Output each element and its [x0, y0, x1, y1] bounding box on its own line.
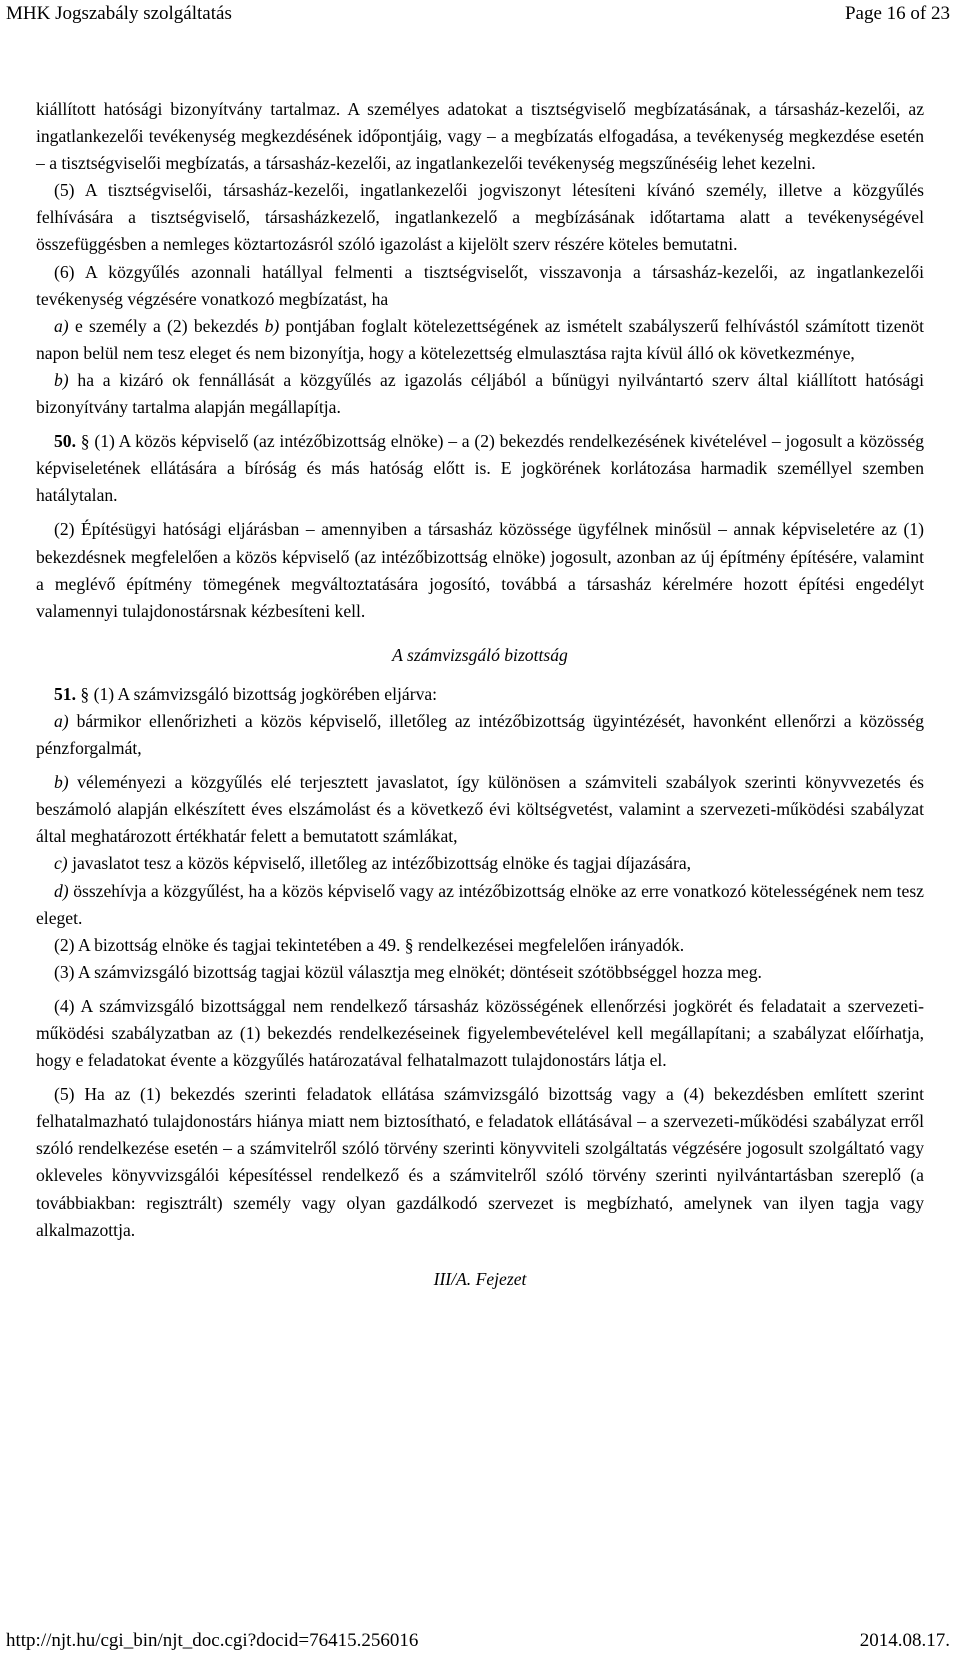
section-50-number: 50.: [54, 431, 76, 452]
s51-c-letter: c): [54, 853, 68, 874]
section-50-par-1: [36, 428, 924, 509]
s51-c-text: javaslatot tesz a közös képviselő, illetőleg az intézőbizottság elnöke és tagjai díjazására,: [67, 853, 692, 874]
chapter-heading: III/A. Fejezet: [433, 1268, 527, 1289]
paragraph-5: (5) A tisztségviselői, társasház-kezelői, ingatlankezelői jogviszonyt létesíteni kívánó személy, illetve a közgyűlés felhívására a tisztségviselő, társasházkezelő, ingatlankezelő a megbízásának időtartama alatt a tevékenységével összefüggésben a nemleges köztartozásról szóló igazolást a kijelölt szerv részére köteles bemutatni.: [36, 180, 924, 255]
section-51-par-4: (4) A számvizsgáló bizottsággal nem rendelkező társasház közösségének ellenőrzési jogkörét és feladatait a szervezeti-működési szabályzatban az (1) bekezdés rendelkezéseinek figyelembevételével kell megállapítani; a szabályzat előírhatja, hogy e feladatokat évente a közgyűlés határozatával felhatalmazott tulajdonostárs látja el.: [36, 995, 924, 1071]
point-a-letter: a): [54, 315, 69, 336]
s51-d-letter: d): [54, 880, 69, 901]
section-51-par-5: (5) Ha az (1) bekezdés szerinti feladatok ellátása számvizsgáló bizottság vagy a (4) bekezdésben említett szerint felhatalmazható tulajdonostárs hiánya miatt nem biztosítható, e feladatok ellátásával – a szervezeti-működési szabályzat erről szóló rendelkezése esetén – a számvitelről szóló törvény szerinti könyvviteli szolgáltatás végzésére jogosult szolgáltató vagy okleveles könyvvizsgálói képesítéssel rendelkező és a számvitelről szóló törvény szerinti nyilvántartásban szereplő (a továbbiakban: regisztrált) személy vagy olyan gazdálkodó szervezet is megbízható, amelynek van ilyen tagja vagy alkalmazottja.: [36, 1084, 924, 1240]
section-50-text: § (1) A közös képviselő (az intézőbizottság elnöke) – a (2) bekezdés rendelkezésének kivételével – jogosult a közösség képviseletének ellátására a bíróság és más hatóság előtt is. E jogkörének korlátozása harmadik személlyel szemben hatálytalan.: [36, 431, 924, 506]
footer-url: http://njt.hu/cgi_bin/njt_doc.cgi?docid=76415.256016: [6, 1630, 419, 1651]
section-51-par-3: (3) A számvizsgáló bizottság tagjai közül választja meg elnökét; döntéseit szótöbbséggel hozza meg.: [54, 961, 762, 982]
point-b-ref: b): [264, 315, 280, 336]
section-50-par-2: (2) Építésügyi hatósági eljárásban – amennyiben a társasház közössége ügyfélnek minősül – annak képviseletére az (1) bekezdésnek megfelelően a közös képviselő (az intézőbizottság elnöke) jogosult, azonban az új építmény építésére, valamint a meglévő építmény tömegének megváltoztatására jogosító, továbbá a társasház kérelmére hozott építési engedélyt valamennyi tulajdonostársnak kézbesíteni kell.: [36, 519, 924, 621]
section-51-point-d: [36, 878, 924, 932]
point-b-letter: b): [54, 369, 69, 390]
page-number: Page 16 of 23: [844, 3, 950, 24]
header-title: MHK Jogszabály szolgáltatás: [6, 3, 232, 24]
point-a-text-2: pontjában foglalt kötelezettségének az ismételt szabályszerű felhívástól számított tizenöt napon belül nem tesz eleget és nem bizonyítja, hogy a kötelezettség elmulasztása rajta kívül álló ok következménye,: [36, 315, 924, 363]
section-51-intro: [36, 681, 924, 708]
heading-audit-committee: A számvizsgáló bizottság: [392, 644, 568, 665]
s51-b-text: véleményezi a közgyűlés elé terjesztett javaslatot, így különösen a számviteli szabályok szerinti könyvvezetés és beszámoló alapján elkészített éves elszámolást és a következő évi költségvetést, valamint a szervezeti-működési szabályzat által meghatározott értékhatár felett a bemutatott számlákat,: [36, 772, 924, 847]
point-b-text: ha a kizáró ok fennállását a közgyűlés az igazolás céljából a bűnügyi nyilvántartó szerv által kiállított hatósági bizonyítvány tartalma alapján megállapítja.: [36, 369, 924, 418]
page-footer: [6, 1628, 950, 1654]
point-a-text-1: e személy a (2) bekezdés: [68, 315, 265, 336]
s51-d-text: összehívja a közgyűlést, ha a közös képviselő vagy az intézőbizottság elnöke az erre vonatkozó kötelességének nem tesz eleget.: [36, 880, 924, 928]
section-51-intro-text: § (1) A számvizsgáló bizottság jogkörében eljárva:: [76, 683, 438, 704]
paragraph-6: (6) A közgyűlés azonnali hatállyal felmenti a tisztségviselőt, visszavonja a társasház-kezelői, az ingatlankezelői tevékenység végzésére vonatkozó megbízatást, ha: [36, 261, 924, 309]
section-51-point-c: [36, 850, 924, 877]
s51-a-text: bármikor ellenőrizheti a közös képviselő, illetőleg az intézőbizottság ügyintézését, havonként ellenőrzi a közösség pénzforgalmát,: [36, 710, 924, 759]
footer-date: 2014.08.17.: [859, 1630, 950, 1651]
section-51-par-2: (2) A bizottság elnöke és tagjai tekintetében a 49. § rendelkezései megfelelően irányadók.: [54, 934, 685, 955]
section-51-point-b: [36, 769, 924, 850]
section-51-point-a: [36, 708, 924, 762]
point-a: [36, 313, 924, 367]
section-51-number: 51.: [54, 683, 76, 704]
document-body: [36, 96, 924, 1293]
s51-a-letter: a): [54, 710, 69, 731]
s51-b-letter: b): [54, 772, 69, 793]
point-b: [36, 367, 924, 421]
paragraph-continuation: kiállított hatósági bizonyítvány tartalmaz. A személyes adatokat a tisztségviselő megbízatásának, a társasház-kezelői, az ingatlankezelői tevékenység megkezdésének időpontjáig, vagy – a megbízatás elfogadása, a tevékenység megkezdése esetén – a tisztségviselői megbízatás, a társasház-kezelői, az ingatlankezelői tevékenység megszűnéséig lehet kezelni.: [36, 99, 924, 174]
page-header: [6, 0, 950, 28]
